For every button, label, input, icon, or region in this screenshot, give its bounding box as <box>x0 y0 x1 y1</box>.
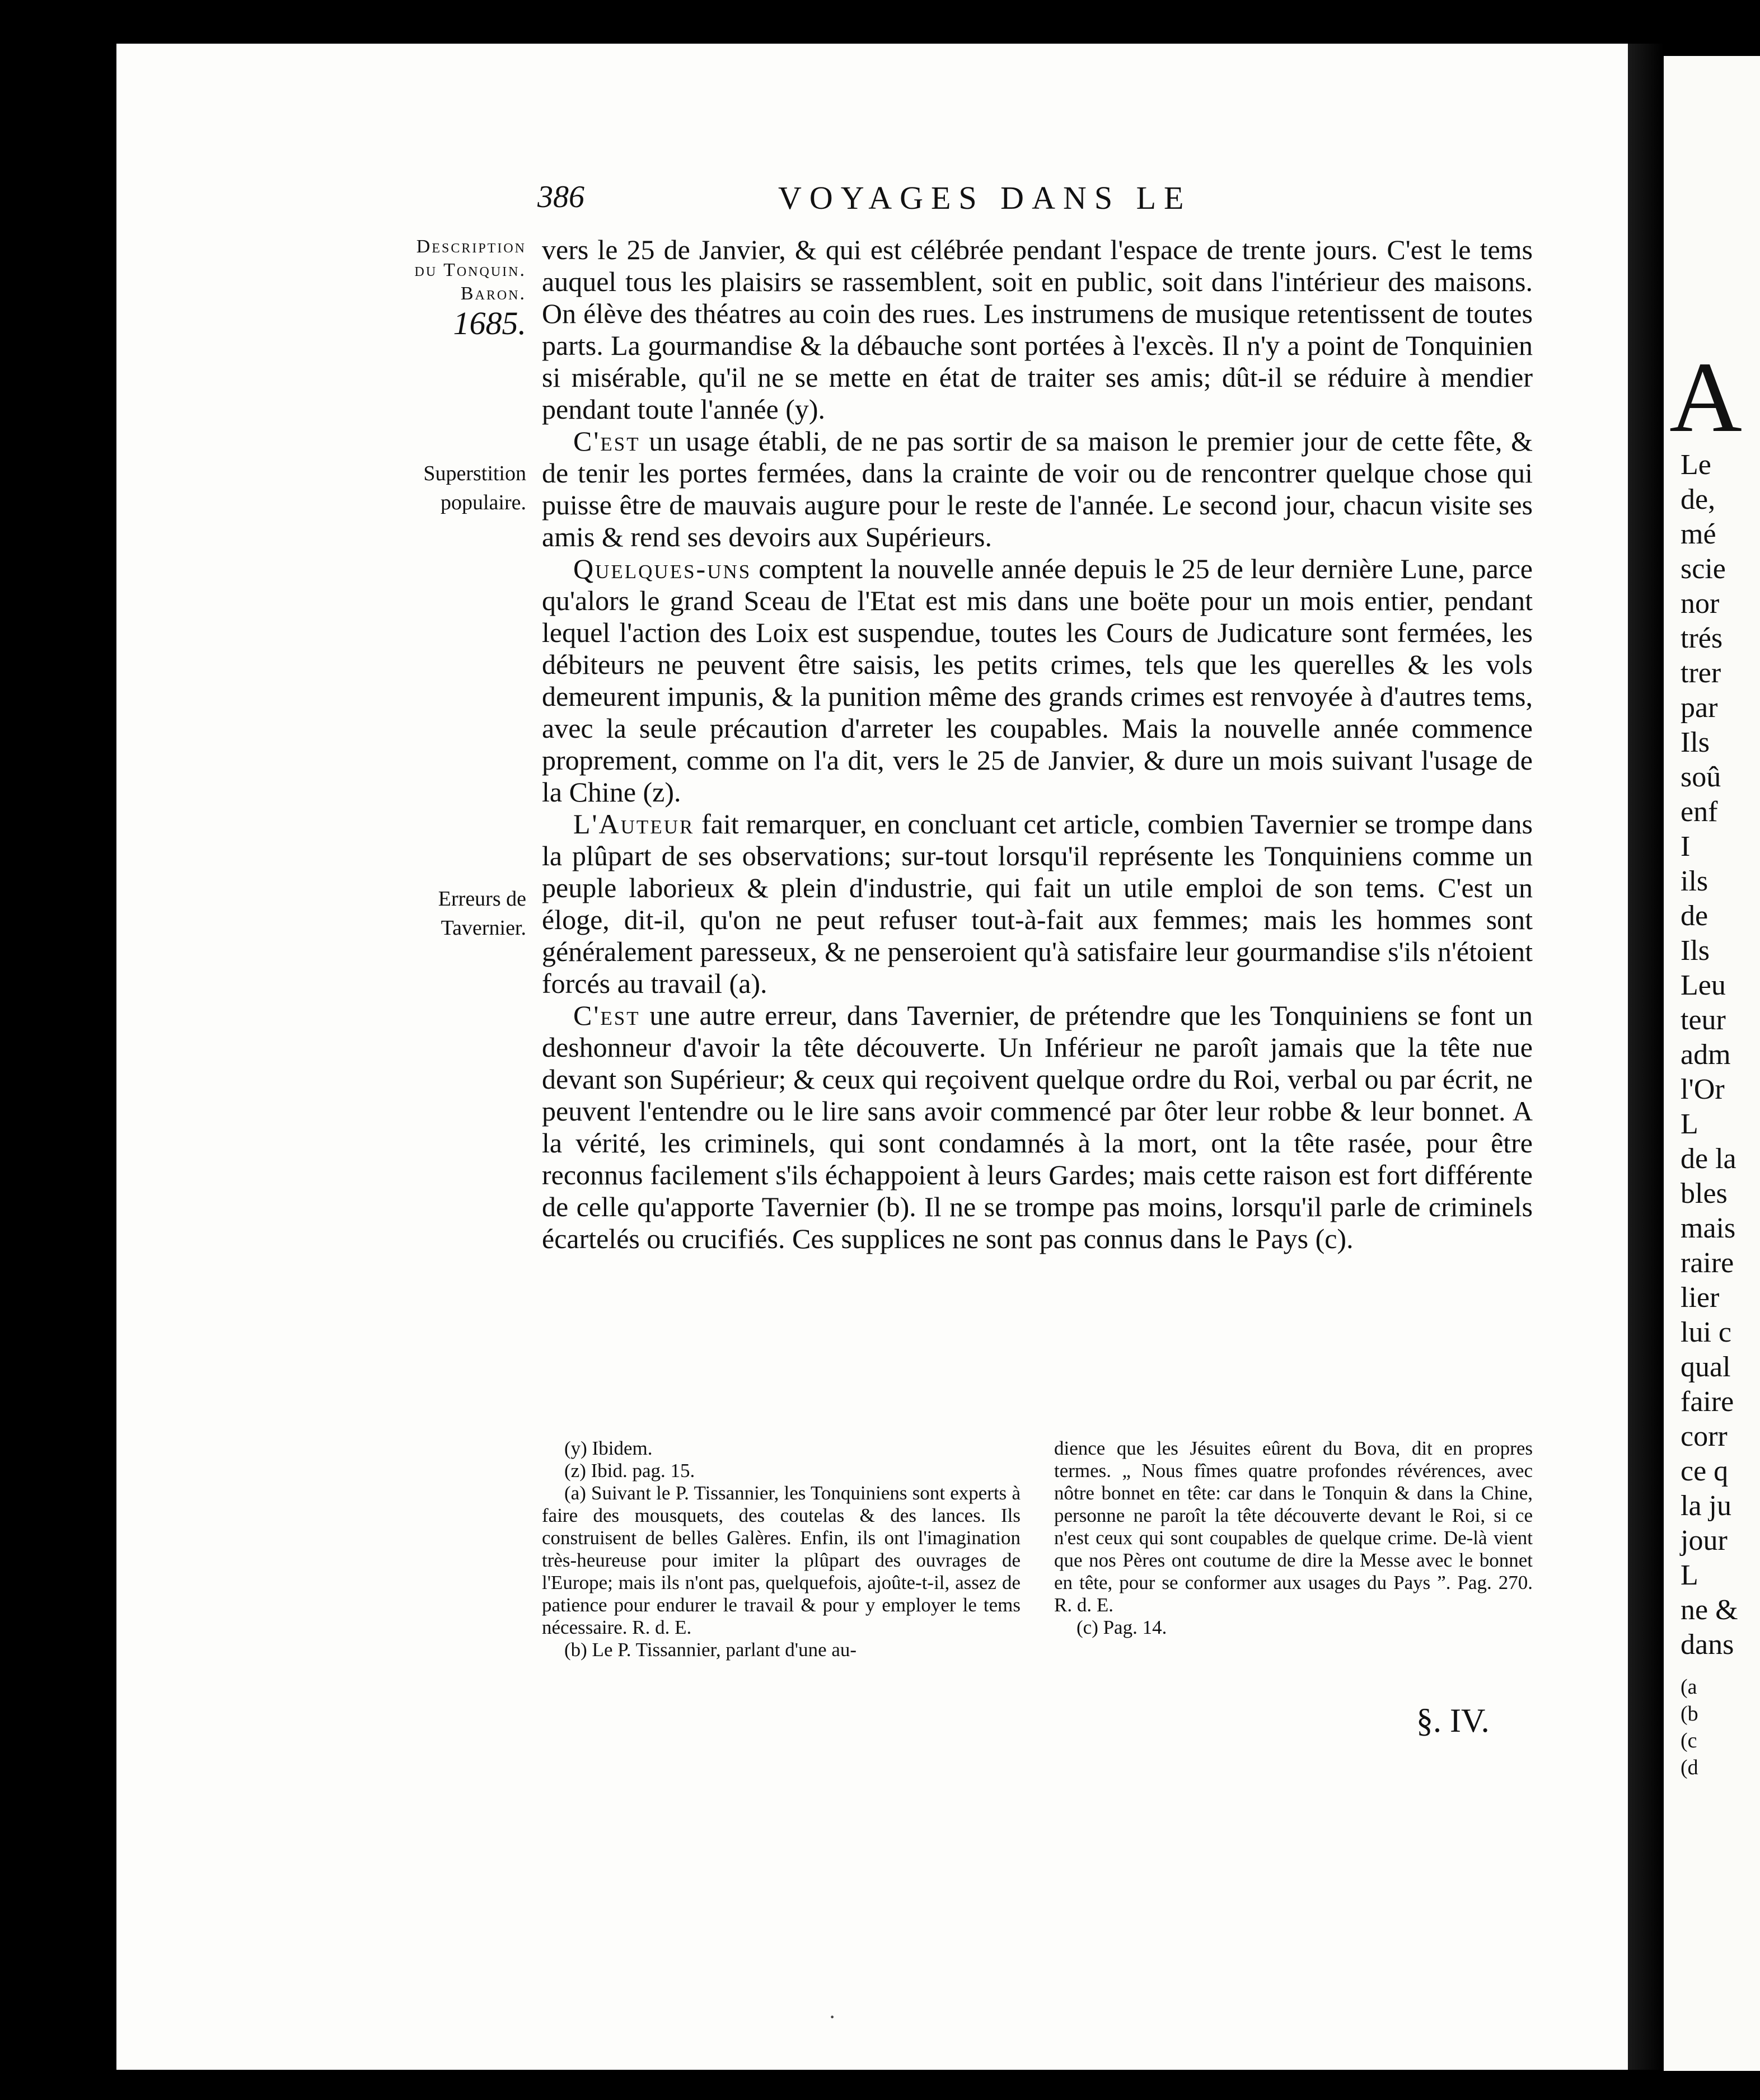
paragraph <box>542 425 1533 553</box>
paragraph-lead: C'est <box>573 1000 640 1031</box>
catchword: §. IV. <box>1416 1702 1490 1739</box>
running-title: VOYAGES DANS LE <box>778 180 1192 216</box>
facing-line-fragment: ne & <box>1681 1594 1738 1626</box>
facing-line-fragment: ce q <box>1681 1455 1729 1487</box>
paragraph-text: une autre erreur, dans Tavernier, de prétendre que les Tonquiniens se font un deshonneur d'avoir la tête découverte. Un Inférieur ne paroît jamais que la tête nue devant son Supérieur; & ceux qui reçoivent quelque ordre du Roi, verbal ou par écrit, ne peuvent l'entendre ou le lire sans avoir commencé par ôter leur robbe & leur bonnet. A la vérité, les criminels, qui sont condamnés à la mort, ont la tête rasée, pour être reconnus facilement s'ils échappoient à leurs Gardes; mais cette raison est fort différente de celle qu'apporte Tavernier (b). Il ne se trompe pas moins, lorsqu'il parle de criminels écartelés ou crucifiés. Ces supplices ne sont pas connus dans le Pays (c). <box>542 1000 1533 1254</box>
facing-note-fragment: (a <box>1681 1675 1697 1699</box>
facing-line-fragment: trés <box>1681 622 1723 654</box>
facing-line-fragment: teur <box>1681 1004 1726 1036</box>
facing-page-text <box>1681 448 1738 1662</box>
paragraph <box>542 234 1533 425</box>
facing-line-fragment: adm <box>1681 1039 1731 1071</box>
scan-speck: · <box>828 2004 836 2029</box>
facing-line-fragment: bles <box>1681 1178 1728 1210</box>
facing-note-fragment: (c <box>1681 1729 1697 1752</box>
paragraph-lead: L'Auteur <box>573 808 695 840</box>
facing-line-fragment: mais <box>1681 1212 1736 1244</box>
body-text <box>542 234 1533 1255</box>
page-header <box>537 179 1321 218</box>
margin-note-superstition <box>313 459 526 517</box>
facing-line-fragment: par <box>1681 692 1718 724</box>
paragraph <box>542 553 1533 808</box>
facing-line-fragment: enf <box>1681 796 1718 828</box>
paragraph-text: comptent la nouvelle année depuis le 25 de leur dernière Lune, parce qu'alors le grand Sceau de l'Etat est mis dans une boëte pour un mois entier, pendant lequel l'action des Loix est suspendue, toutes les Cours de Judicature sont fermées, les débiteurs ne peuvent être saisis, les petits crimes, tels que les querelles & les vols demeurent impunis, & la punition même des grands crimes est renvoyée à d'autres tems, avec la seule précaution d'arreter les coupables. Mais la nouvelle année commence proprement, comme on l'a dit, vers le 25 de Janvier, & dure un mois suivant l'usage de la Chine (z). <box>542 553 1533 808</box>
margin-note-line: populaire. <box>440 491 526 514</box>
facing-dropcap: A <box>1669 341 1742 453</box>
facing-line-fragment: Ils <box>1681 935 1710 967</box>
facing-line-fragment: corr <box>1681 1421 1728 1452</box>
footnote: (b) Le P. Tissannier, parlant d'une au- <box>564 1639 857 1661</box>
facing-line-fragment: dans <box>1681 1629 1734 1661</box>
footnotes-left-column <box>542 1437 1021 1661</box>
footnote: (a) Suivant le P. Tissannier, les Tonquiniens sont experts à faire des mousquets, des coutelas & des lances. Ils construisent de belles Galères. Enfin, ils ont l'imagination très-heureuse pour imiter la plûpart des ouvrages de l'Europe; mais ils n'ont pas, quelquefois, ajoûte-t-il, assez de patience pour endurer le travail & pour y employer le tems nécessaire. R. d. E. <box>542 1482 1021 1638</box>
facing-note-fragment: (d <box>1681 1756 1698 1779</box>
facing-line-fragment: Ils <box>1681 726 1710 758</box>
margin-year: 1685. <box>453 305 526 341</box>
footnote: dience que les Jésuites eûrent du Bova, dit en propres termes. „ Nous fîmes quatre profondes révérences, avec nôtre bonnet en tête: car dans le Tonquin & dans la Chine, personne ne paroît la tête découverte devant le Roi, si ce n'est ceux qui sont coupables de quelque crime. De-là vient que nos Pères ont coutume de dire la Messe avec le bonnet en tête, pour se conformer aux usages du Pays ”. Pag. 270. R. d. E. <box>1054 1437 1533 1616</box>
paragraph-lead: C'est <box>573 425 640 457</box>
facing-line-fragment: trer <box>1681 657 1721 689</box>
facing-line-fragment: I <box>1681 831 1691 862</box>
footnote: (y) Ibidem. <box>564 1437 653 1459</box>
facing-note-fragment: (b <box>1681 1702 1698 1726</box>
facing-line-fragment: faire <box>1681 1386 1734 1418</box>
facing-line-fragment: Le <box>1681 449 1711 481</box>
facing-line-fragment: qual <box>1681 1351 1731 1383</box>
facing-line-fragment: de la <box>1681 1143 1736 1175</box>
footnotes <box>542 1437 1533 1796</box>
facing-line-fragment: jour <box>1681 1525 1728 1557</box>
footnote: (z) Ibid. pag. 15. <box>564 1460 695 1482</box>
facing-line-fragment: mé <box>1681 518 1716 550</box>
page-number: 386 <box>537 180 584 214</box>
margin-note-line: Tavernier. <box>441 916 526 940</box>
margin-section-heading <box>313 235 526 341</box>
facing-line-fragment: raire <box>1681 1247 1734 1279</box>
facing-line-fragment: scie <box>1681 553 1726 585</box>
margin-note-line: Erreurs de <box>438 887 526 911</box>
paragraph <box>542 1000 1533 1255</box>
facing-page <box>1664 56 1760 2071</box>
paragraph-lead: Quelques-uns <box>573 553 752 584</box>
facing-line-fragment: nor <box>1681 588 1720 620</box>
paragraph-text: vers le 25 de Janvier, & qui est célébrée pendant l'espace de trente jours. C'est le tems auquel tous les plaisirs se rassemblent, soit en public, soit dans l'intérieur des maisons. On élève des théatres au coin des rues. Les instrumens de musique retentissent de toutes parts. La gourmandise & la débauche sont portées à l'excès. Il n'y a point de Tonquinien si misérable, qu'il ne se mette en état de traiter ses amis; dût-il se réduire à mendier pendant toute l'année (y). <box>542 234 1533 425</box>
facing-line-fragment: L <box>1681 1559 1698 1591</box>
facing-line-fragment: l'Or <box>1681 1074 1725 1105</box>
facing-line-fragment: L <box>1681 1108 1698 1140</box>
facing-line-fragment: de, <box>1681 484 1716 515</box>
facing-line-fragment: la ju <box>1681 1490 1731 1522</box>
facing-line-fragment: lier <box>1681 1282 1720 1314</box>
margin-note-line: Superstition <box>423 462 526 485</box>
margin-note-erreurs <box>313 884 526 943</box>
margin-section-line: Baron. <box>460 283 526 304</box>
paragraph-text: un usage établi, de ne pas sortir de sa maison le premier jour de cette fête, & de tenir les portes fermées, dans la crainte de voir ou de rencontrer quelque chose qui puisse être de mauvais augure pour le reste de l'année. Le second jour, chacun visite ses amis & rend ses devoirs aux Supérieurs. <box>542 425 1533 552</box>
facing-line-fragment: soû <box>1681 761 1721 793</box>
paragraph <box>542 808 1533 1000</box>
footnote: (c) Pag. 14. <box>1076 1616 1167 1638</box>
facing-line-fragment: Leu <box>1681 969 1726 1001</box>
margin-section-line: Description <box>416 236 526 257</box>
margin-section-line: du Tonquin. <box>414 260 526 280</box>
paragraph-text: fait remarquer, en concluant cet article, combien Tavernier se trompe dans la plûpart de ses observations; sur-tout lorsqu'il représente les Tonquiniens comme un peuple laborieux & plein d'industrie, qui fait un utile emploi de son tems. C'est un éloge, dit-il, qu'on ne peut refuser tout-à-fait aux femmes; mais les hommes sont généralement paresseux, & ne penseroient qu'à satisfaire leur gourmandise s'ils n'étoient forcés au travail (a). <box>542 808 1533 999</box>
book-gutter <box>1628 44 1664 2070</box>
facing-line-fragment: de <box>1681 900 1708 932</box>
facing-line-fragment: lui c <box>1681 1316 1731 1348</box>
footnotes-right-column <box>1054 1437 1533 1639</box>
facing-line-fragment: ils <box>1681 865 1708 897</box>
facing-page-notes <box>1681 1674 1698 1781</box>
